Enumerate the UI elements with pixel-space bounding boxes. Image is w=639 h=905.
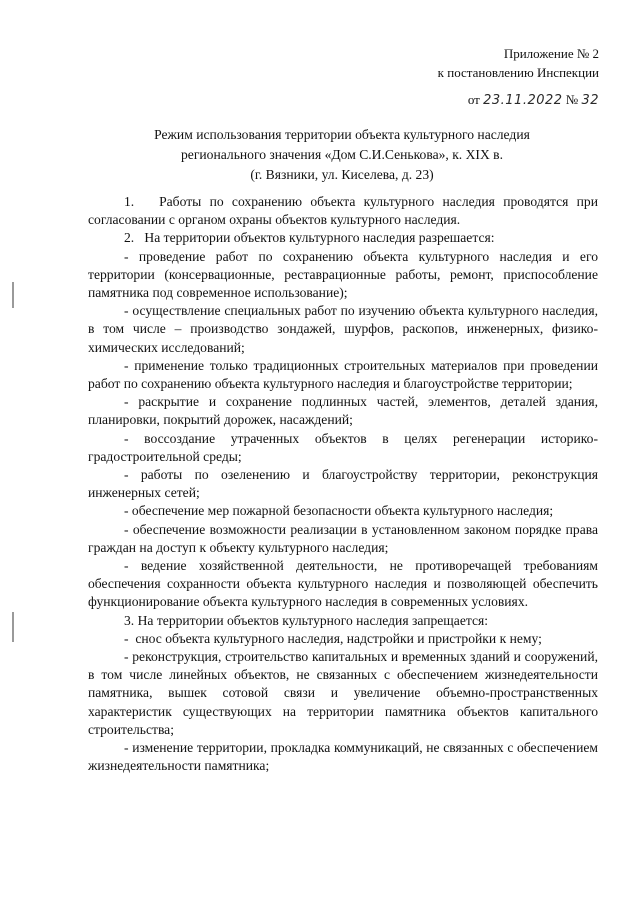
handwritten-number: 32 [581,93,599,108]
scan-edge-mark [12,612,14,642]
allowed-item: - раскрытие и сохранение подлинных частей, элементов, деталей здания, планировки, покрытий дорожек, насаждений; [88,394,598,428]
forbidden-item: - реконструкция, строительство капитальных и временных зданий и сооружений, в том числе линейных объектов, не связанных с обеспечением жизнедеятельности памятника, вышек сотовой связи и увеличение объемно-пространственных характеристик существующих на территории памятника объектов капитального строительства; [88,649,598,737]
allowed-item: - воссоздание утраченных объектов в целях регенерации историко-градостроительной среды; [88,430,598,464]
appendix-resolution: к постановлению Инспекции [437,65,599,80]
forbidden-item: - изменение территории, прокладка коммуникаций, не связанных с обеспечением жизнедеятельности памятника; [88,740,598,774]
date-prefix: от [467,92,480,107]
title-line-3: (г. Вязники, ул. Киселева, д. 23) [250,167,434,182]
allowed-item: - ведение хозяйственной деятельности, не противоречащей требованиям обеспечения сохранности объекта культурного наследия и позволяющей обеспечить функционирование объекта культурного наследия в современных условиях. [88,558,598,610]
forbidden-item: - снос объекта культурного наследия, надстройки и пристройки к нему; [124,630,542,646]
allowed-item: - проведение работ по сохранению объекта культурного наследия и его территории (консервационные, реставрационные работы, ремонт, приспособление памятника под современное использование); [88,248,598,301]
title-line-1: Режим использования территории объекта культурного наследия [154,127,530,142]
paragraph-1: 1. Работы по сохранению объекта культурного наследия проводятся при согласовании с органом охраны объектов культурного наследия. [88,194,598,228]
paragraph-2-heading: 2. На территории объектов культурного наследия разрешается: [124,230,495,246]
allowed-item: - применение только традиционных строительных материалов при проведении работ по сохранению объекта культурного наследия и благоустройстве территории; [88,357,598,392]
scan-edge-mark [12,282,14,308]
document-body [88,193,598,776]
allowed-item: - осуществление специальных работ по изучению объекта культурного наследия, в том числе – производство зондажей, шурфов, раскопов, инженерных, физико-химических исследований; [88,303,598,355]
handwritten-date: 23.11.2022 [483,93,563,108]
allowed-item: - обеспечение возможности реализации в установленном законом порядке права граждан на доступ к объекту культурного наследия; [88,521,598,555]
allowed-item: - обеспечение мер пожарной безопасности объекта культурного наследия; [124,503,554,519]
appendix-header [438,44,599,82]
appendix-number: Приложение № 2 [503,46,599,61]
document-title [112,125,572,185]
number-prefix: № [565,92,579,107]
date-line [468,90,599,110]
allowed-item: - работы по озеленению и благоустройству территории, реконструкция инженерных сетей; [88,467,598,501]
title-line-2: регионального значения «Дом С.И.Сенькова», к. XIX в. [181,147,503,162]
paragraph-3-heading: 3. На территории объектов культурного наследия запрещается: [124,612,489,628]
